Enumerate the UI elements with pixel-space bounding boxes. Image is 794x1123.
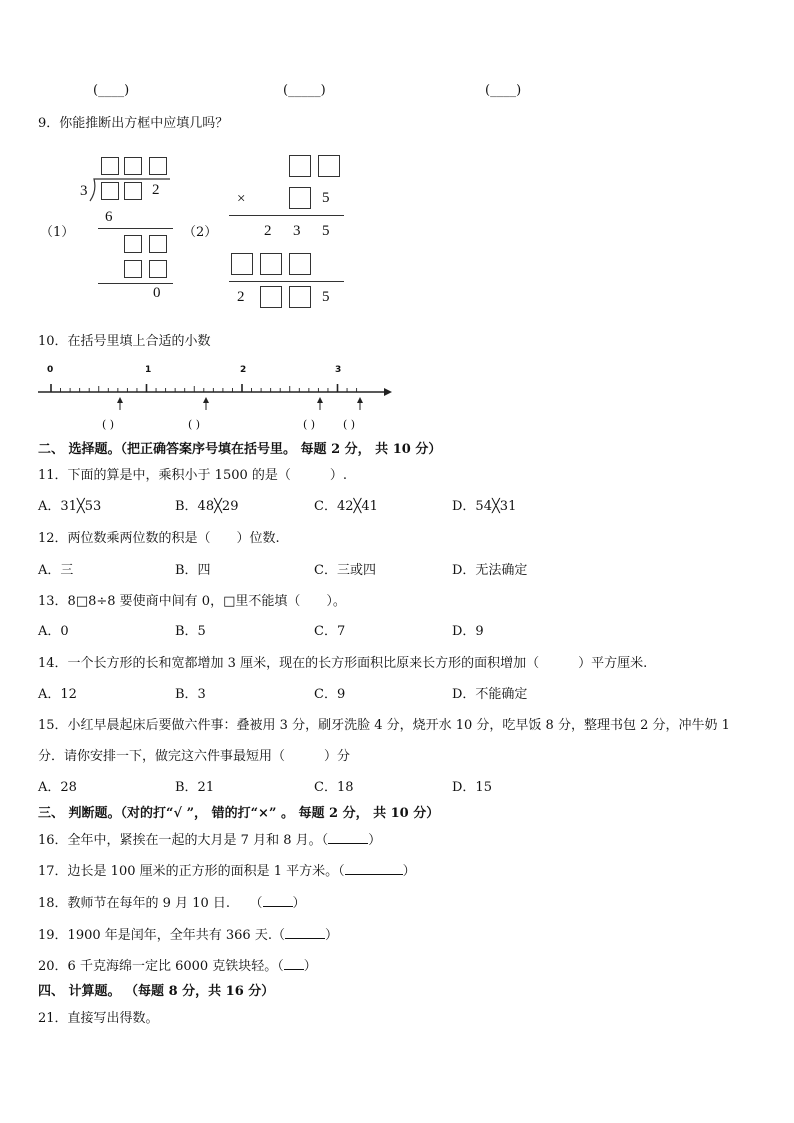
- partial-digit: 3: [293, 223, 301, 239]
- dividend-box[interactable]: [124, 182, 142, 200]
- dividend-digit: 2: [152, 182, 160, 198]
- option-b[interactable]: B．48╳29: [175, 499, 239, 514]
- option-b[interactable]: B．5: [175, 624, 206, 639]
- q15-text-line1: 15．小红早晨起床后要做六件事：叠被用 3 分，刷牙洗脸 4 分，烧开水 10 分，吃早饭 8 分，整理书包 2 分，冲牛奶 1: [38, 718, 730, 733]
- multiplicand-box[interactable]: [318, 155, 340, 177]
- quotient-box[interactable]: [101, 157, 119, 175]
- q9-title: 9．你能推断出方框中应填几吗？: [38, 116, 229, 131]
- option-b[interactable]: B．3: [175, 687, 206, 702]
- result-digit: 2: [237, 289, 245, 305]
- partial-digit: 2: [264, 223, 272, 239]
- answer-blank-3[interactable]: (____): [485, 83, 522, 98]
- partial-digit: 5: [322, 223, 330, 239]
- division-line: [98, 283, 173, 284]
- section-2-heading: 二、 选择题。（把正确答案序号填在括号里。 每题 2 分， 共 10 分）: [38, 442, 442, 457]
- tick-label: 2: [240, 365, 247, 375]
- q17-text: 17．边长是 100 厘米的正方形的面积是 1 平方米。（: [38, 864, 345, 879]
- q13-text: 13．8□8÷8 要使商中间有 0，□里不能填（ ）。: [38, 594, 346, 609]
- pointer-arrowhead: [117, 397, 123, 403]
- q12-text: 12．两位数乘两位数的积是（ ）位数.: [38, 531, 280, 546]
- answer-blank-1[interactable]: (____): [93, 83, 130, 98]
- multiplier-box[interactable]: [289, 187, 311, 209]
- number-line-svg: [36, 362, 396, 438]
- option-d[interactable]: D．15: [452, 780, 492, 795]
- result-box[interactable]: [260, 286, 282, 308]
- q21-text: 21．直接写出得数。: [38, 1011, 159, 1026]
- option-c[interactable]: C．18: [314, 780, 354, 795]
- partial-box[interactable]: [289, 253, 311, 275]
- result-box[interactable]: [289, 286, 311, 308]
- q10-title: 10．在括号里填上合适的小数: [38, 334, 211, 349]
- option-c[interactable]: C．9: [314, 687, 346, 702]
- q15-text-line2: 分．请你安排一下，做完这六件事最短用（ ）分: [38, 749, 351, 764]
- section-3-heading: 三、 判断题。（对的打“√ ”， 错的打“×” 。 每题 2 分， 共 10 分）: [38, 806, 440, 821]
- tick-label: 0: [47, 365, 54, 375]
- q18-line: 18．教师节在每年的 9 月 10 日. （ ）: [38, 896, 306, 911]
- answer-slot[interactable]: ( ): [102, 418, 115, 431]
- q16-text: 16．全年中，紧挨在一起的大月是 7 月和 8 月。（: [38, 833, 329, 848]
- q19-text: 19．1900 年是闰年，全年共有 366 天.（: [38, 928, 285, 943]
- answer-blank[interactable]: [284, 957, 304, 970]
- product-box[interactable]: [124, 260, 142, 278]
- q9-part1-label: （1）: [40, 225, 75, 240]
- option-b[interactable]: B．21: [175, 780, 215, 795]
- option-a[interactable]: A．31╳53: [38, 499, 102, 514]
- option-c[interactable]: C．7: [314, 624, 346, 639]
- q20-text: 20．6 千克海绵一定比 6000 克铁块轻。（: [38, 959, 284, 974]
- tick-label: 1: [145, 365, 152, 375]
- q18-text: 18．教师节在每年的 9 月 10 日. （: [38, 896, 263, 911]
- division-line: [98, 228, 173, 229]
- multiplier-digit: 5: [322, 190, 330, 206]
- answer-blank[interactable]: [263, 894, 293, 907]
- q9-part2-label: （2）: [183, 225, 218, 240]
- q17-line: 17．边长是 100 厘米的正方形的面积是 1 平方米。（ ）: [38, 864, 416, 879]
- option-a[interactable]: A．28: [38, 780, 77, 795]
- final-zero: 0: [153, 285, 161, 301]
- quotient-box[interactable]: [124, 157, 142, 175]
- multiply-line: [229, 215, 344, 216]
- q14-text: 14．一个长方形的长和宽都增加 3 厘米，现在的长方形面积比原来长方形的面积增加（ ）平方厘米.: [38, 656, 648, 671]
- pointer-arrowhead: [203, 397, 209, 403]
- multiplicand-box[interactable]: [289, 155, 311, 177]
- answer-slot[interactable]: ( ): [303, 418, 316, 431]
- section-4-heading: 四、 计算题。 （每题 8 分，共 16 分）: [38, 984, 275, 999]
- option-a[interactable]: A．12: [38, 687, 77, 702]
- option-d[interactable]: D．9: [452, 624, 484, 639]
- pointer-arrowhead: [317, 397, 323, 403]
- partial-box[interactable]: [231, 253, 253, 275]
- answer-slot[interactable]: ( ): [343, 418, 356, 431]
- result-digit: 5: [322, 289, 330, 305]
- option-d[interactable]: D．54╳31: [452, 499, 517, 514]
- remainder-box[interactable]: [149, 235, 167, 253]
- option-d[interactable]: D．不能确定: [452, 687, 528, 702]
- answer-slot[interactable]: ( ): [188, 418, 201, 431]
- answer-blank-2[interactable]: (_____): [283, 83, 326, 98]
- q19-line: 19．1900 年是闰年，全年共有 366 天.（ ）: [38, 928, 338, 943]
- q16-line: 16．全年中，紧挨在一起的大月是 7 月和 8 月。（ ）: [38, 833, 382, 848]
- tick-label: 3: [335, 365, 342, 375]
- option-c[interactable]: C．42╳41: [314, 499, 378, 514]
- remainder-box[interactable]: [124, 235, 142, 253]
- pointer-arrowhead: [357, 397, 363, 403]
- dividend-box[interactable]: [101, 182, 119, 200]
- option-a[interactable]: A．0: [38, 624, 69, 639]
- answer-blank[interactable]: [345, 862, 403, 875]
- option-c[interactable]: C．三或四: [314, 563, 376, 578]
- partial-box[interactable]: [260, 253, 282, 275]
- product-box[interactable]: [149, 260, 167, 278]
- option-b[interactable]: B．四: [175, 563, 211, 578]
- multiply-line: [229, 281, 344, 282]
- answer-blank[interactable]: [285, 926, 325, 939]
- quotient-box[interactable]: [149, 157, 167, 175]
- q11-text: 11．下面的算是中，乘积小于 1500 的是（ ）.: [38, 468, 348, 483]
- option-d[interactable]: D．无法确定: [452, 563, 528, 578]
- divisor: 3: [80, 183, 88, 199]
- axis-arrowhead: [384, 388, 392, 396]
- option-a[interactable]: A．三: [38, 563, 74, 578]
- times-sign: ×: [237, 191, 246, 207]
- q20-line: 20．6 千克海绵一定比 6000 克铁块轻。（ ）: [38, 959, 317, 974]
- answer-blank[interactable]: [328, 831, 368, 844]
- partial-six: 6: [105, 209, 113, 225]
